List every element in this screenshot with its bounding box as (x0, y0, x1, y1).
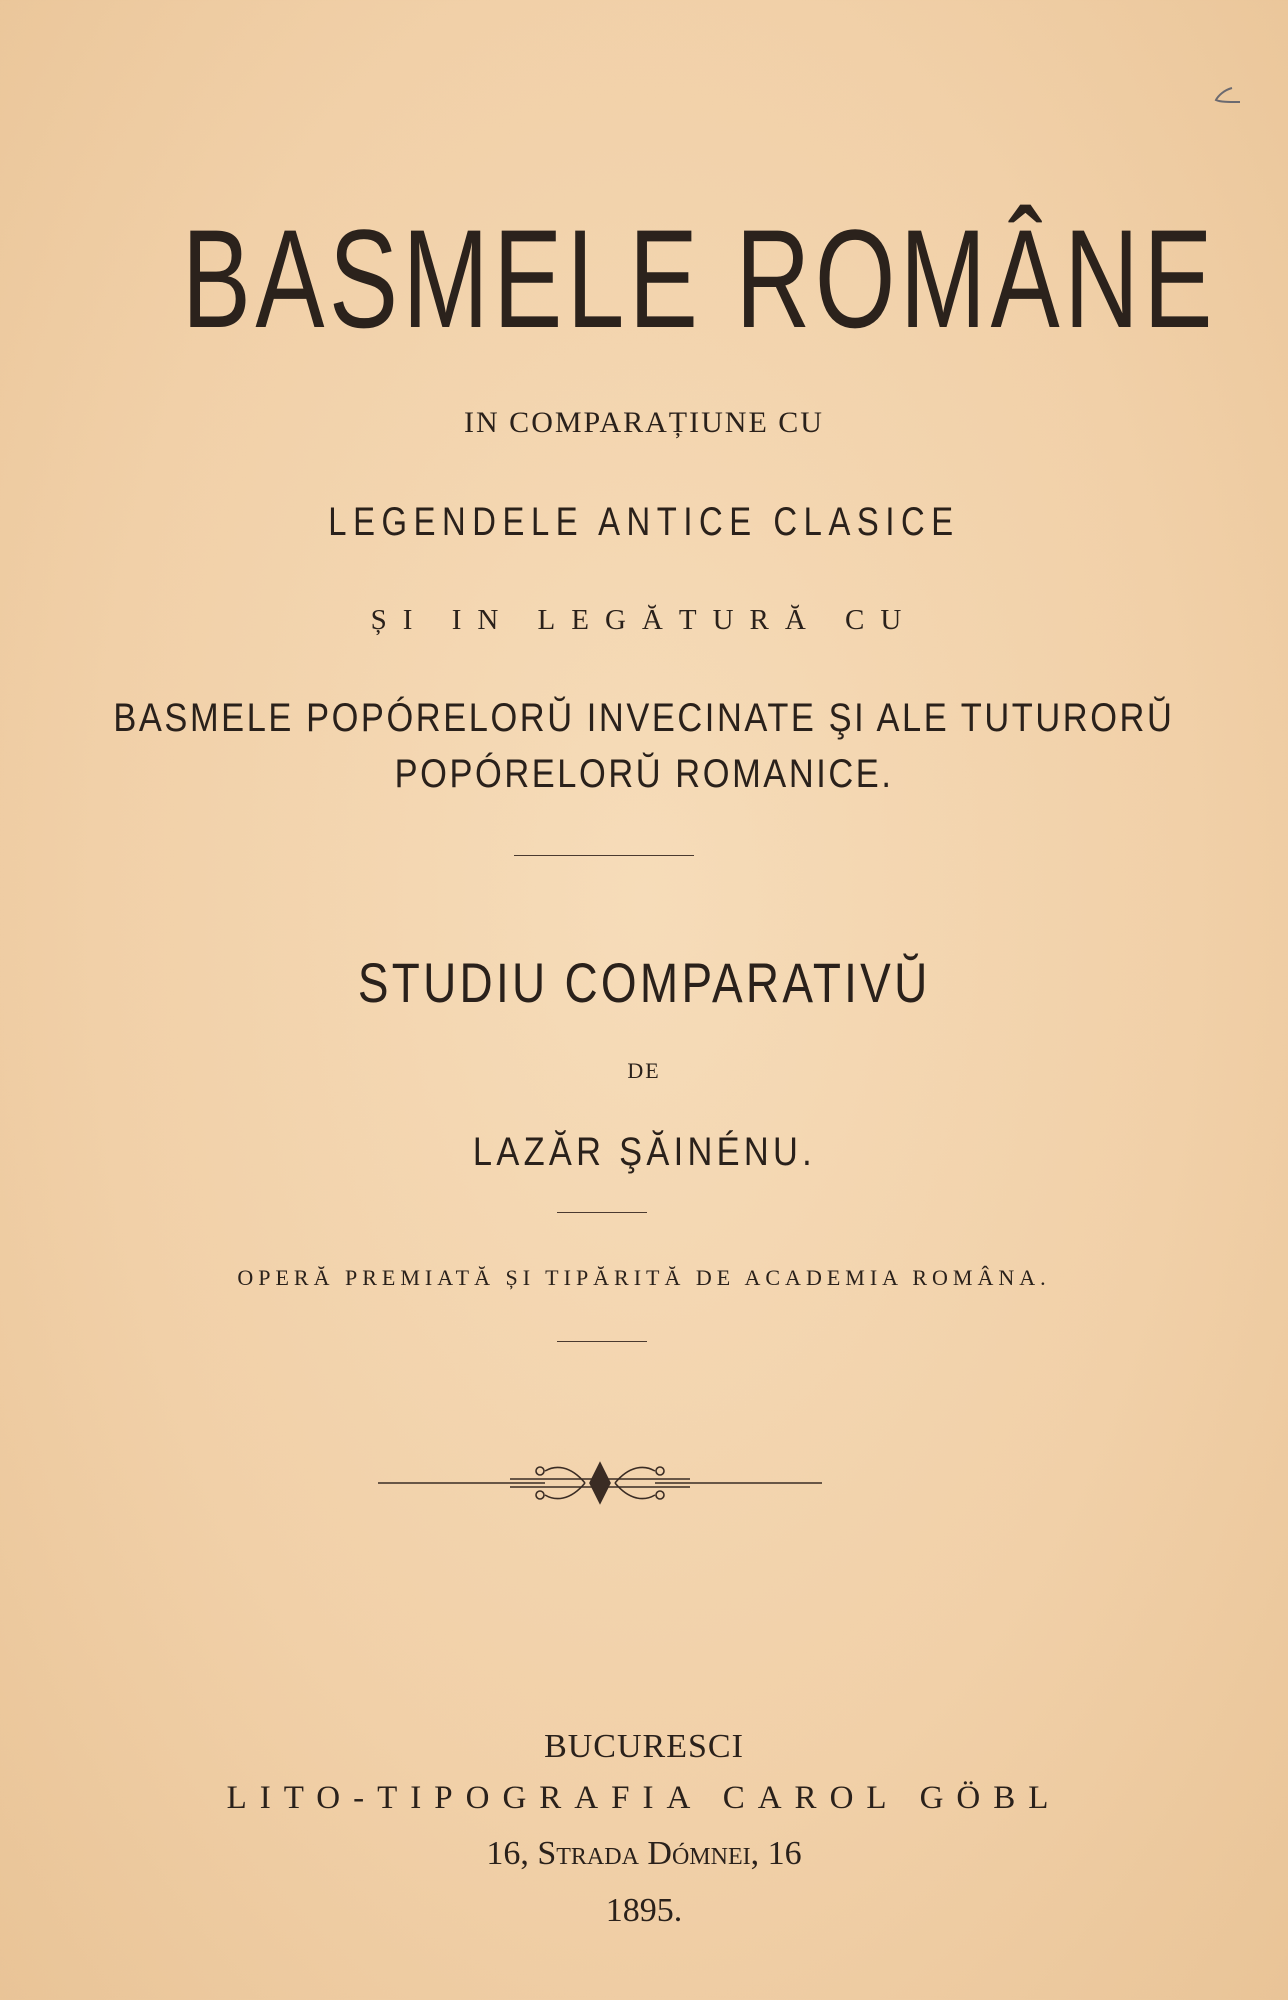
book-title: BASMELE ROMÂNE (181, 200, 1217, 357)
subtitle-line-4b: POPÓRELORŬ ROMANICE. (394, 752, 894, 796)
pencil-mark-icon (1210, 82, 1244, 112)
subtitle-line-1: IN COMPARAȚIUNE CU (464, 406, 824, 439)
ornament-divider-icon (370, 1455, 830, 1511)
divider-rule (557, 1341, 647, 1342)
subtitle-line-3: ȘI IN LEGĂTURĂ CU (370, 604, 918, 636)
divider-rule (557, 1212, 647, 1213)
by-label: DE (627, 1058, 661, 1083)
imprint-printer: LITO-TIPOGRAFIA CAROL GÖBL (226, 1780, 1062, 1816)
divider-rule (514, 855, 694, 856)
subtitle-line-2: LEGENDELE ANTICE CLASICE (328, 500, 960, 544)
work-type: STUDIU COMPARATIVŬ (357, 951, 931, 1014)
imprint-city: BUCURESCI (544, 1728, 744, 1765)
imprint-address: 16, Strada Dómnei, 16 (486, 1835, 802, 1872)
award-note: OPERĂ PREMIATĂ ȘI TIPĂRITĂ DE ACADEMIA ROMÂNA. (237, 1265, 1051, 1290)
imprint-year: 1895. (605, 1892, 683, 1929)
author-name: LAZĂR ŞĂINÉNU. (472, 1130, 816, 1174)
subtitle-line-4a: BASMELE POPÓRELORŬ INVECINATE ŞI ALE TUTURORŬ (113, 696, 1175, 740)
